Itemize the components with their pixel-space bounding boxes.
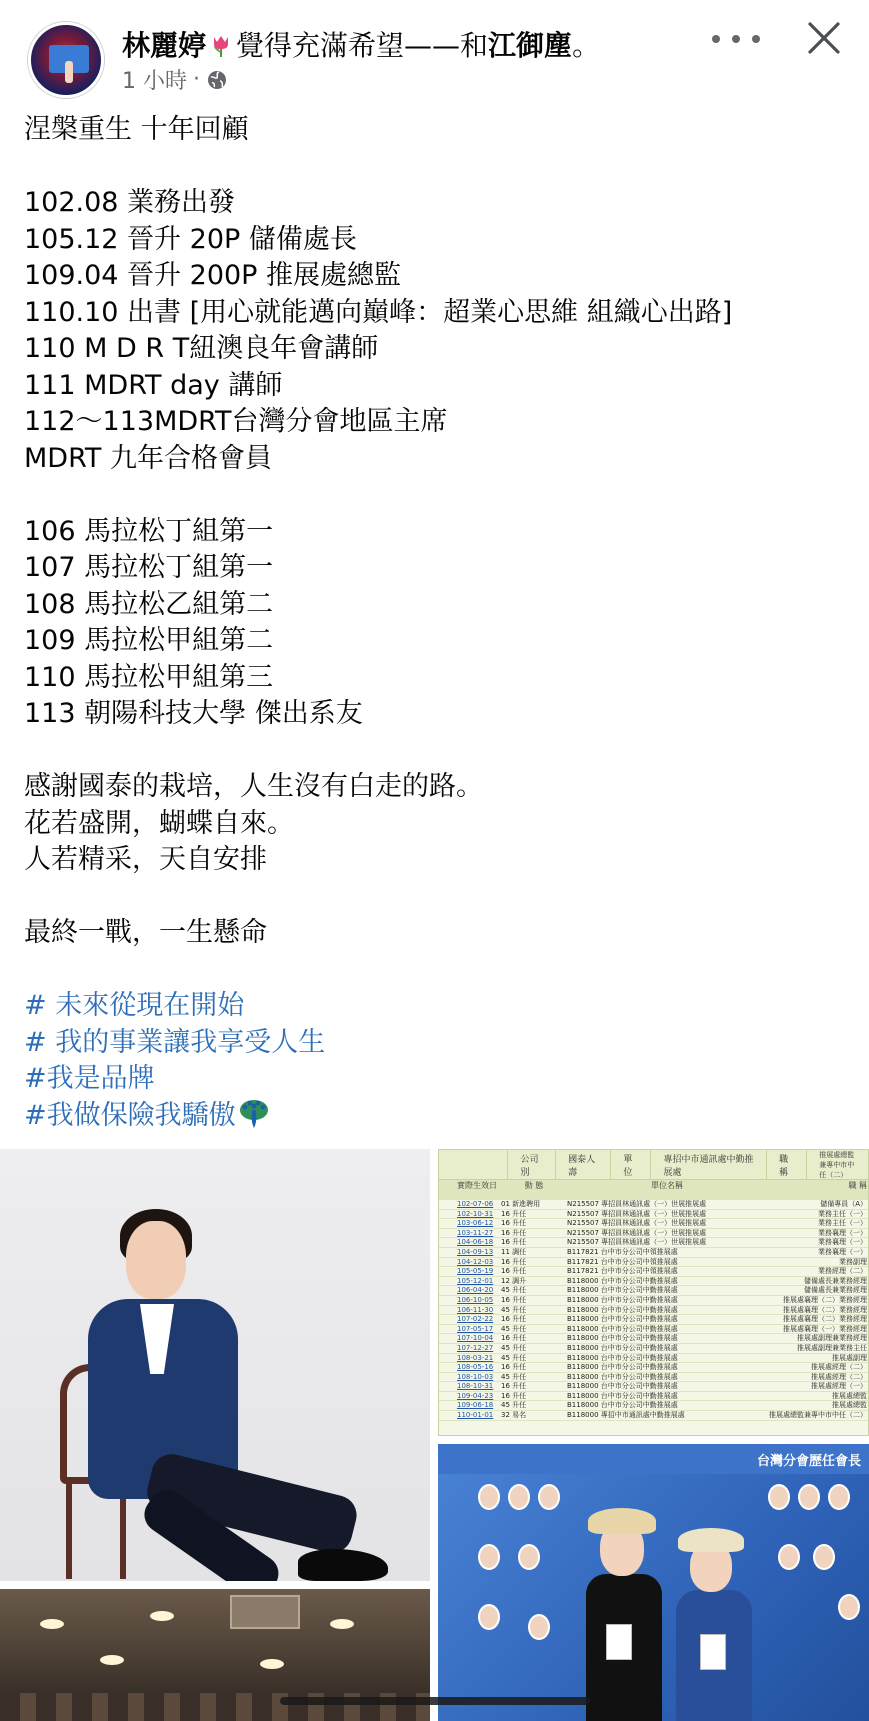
column-header: 動 態 [524, 1181, 544, 1190]
close-icon[interactable] [806, 20, 842, 56]
post-line: 112～113MDRT台灣分會地區主席 [24, 406, 448, 437]
post-line: 108 馬拉松乙組第二 [24, 588, 274, 620]
table-cell: 業務主任（一） [818, 1209, 867, 1218]
table-cell: 32 易名 [501, 1411, 527, 1420]
post-line: 花若盛開，蝴蝶自來。 [24, 807, 294, 839]
table-cell: 16 升任 [501, 1228, 527, 1237]
table-cell: 16 升任 [501, 1238, 527, 1247]
author-avatar[interactable] [28, 22, 104, 98]
with-separator: ——和 [404, 29, 489, 62]
table-cell: B118000 台中市分公司中勤推展處 [567, 1276, 678, 1285]
filter-value: 國泰人壽 [556, 1150, 611, 1179]
dot-1 [712, 35, 720, 43]
table-cell: 推展處副理兼業務經理 [797, 1334, 867, 1343]
date-link[interactable]: 105-05-19 [457, 1267, 494, 1276]
table-cell: N215507 專招員林通訊處（一）世展推展處 [567, 1209, 707, 1218]
table-cell: B118000 台中市分公司中勤推展處 [567, 1343, 678, 1352]
table-row [439, 1411, 869, 1421]
filter-value: 推展處總監兼專中市中任（二） [807, 1150, 869, 1179]
table-row [439, 1344, 869, 1354]
table-cell: B118000 台中市分公司中勤推展處 [567, 1391, 678, 1400]
blank-line [24, 477, 854, 514]
avatar-speaker-figure [65, 61, 73, 83]
table-cell: 推展處副理 [832, 1353, 867, 1362]
table-row [439, 1373, 869, 1383]
table-cell: 16 升任 [501, 1334, 527, 1343]
table-cell: B117821 台中市分公司中領推展處 [567, 1257, 678, 1266]
portrait-thumb [508, 1484, 530, 1510]
column-header: 單位名稱 [651, 1181, 683, 1190]
date-link[interactable]: 108-10-03 [457, 1372, 494, 1381]
table-cell: 推展處總監 [832, 1401, 867, 1410]
filter-value: 專招中市通訊處中勤推展處 [651, 1150, 767, 1179]
portrait-thumb [538, 1484, 560, 1510]
table-cell: 01 新進聘用 [501, 1200, 541, 1208]
portrait-shoe [298, 1549, 388, 1581]
portrait-thumb [518, 1544, 540, 1570]
table-cell: B117821 台中市分公司中領推展處 [567, 1247, 678, 1256]
ceiling-light [40, 1619, 64, 1629]
table-cell: 推展處襄理（二）業務經理 [783, 1305, 867, 1314]
table-cell: 45 升任 [501, 1324, 527, 1333]
date-link[interactable]: 106-10-05 [457, 1295, 494, 1304]
table-cell: 推展處襄理（一）業務經理 [783, 1324, 867, 1333]
dot-2 [732, 35, 740, 43]
portrait-thumb [478, 1604, 500, 1630]
hashtag-link[interactable]: # 未來從現在開始 [24, 990, 245, 1021]
filter-label: 職稱 [767, 1150, 807, 1179]
portrait-face [126, 1221, 186, 1299]
peacock-emoji-icon [238, 1098, 270, 1130]
post-line: 109 馬拉松甲組第二 [24, 625, 274, 656]
table-cell: 推展處經理（一） [811, 1382, 867, 1391]
table-cell: 推展處總監 [832, 1391, 867, 1400]
date-link[interactable]: 104-06-18 [457, 1238, 494, 1247]
table-cell: 推展處副理兼業務主任 [797, 1343, 867, 1352]
portrait-thumb [838, 1594, 860, 1620]
post-line: 110.10 出書 [用心就能邁向巔峰：超業心思維 組織心出路] [24, 296, 733, 328]
table-cell: 推展處經理（二） [811, 1372, 867, 1381]
post-time[interactable]: 1 小時 [122, 69, 187, 94]
table-cell: 16 升任 [501, 1257, 527, 1266]
portrait-thumb [813, 1544, 835, 1570]
post-line: 110 M D R T紐澳良年會講師 [24, 333, 379, 364]
chair-leg [66, 1479, 72, 1579]
post-line: 113 朝陽科技大學 傑出系友 [24, 698, 363, 729]
table-cell: 45 升任 [501, 1372, 527, 1381]
table-row [439, 1229, 869, 1239]
person-left [578, 1504, 666, 1721]
title-period: 。 [572, 29, 601, 62]
portrait-thumb [478, 1544, 500, 1570]
table-row [439, 1277, 869, 1287]
date-link[interactable]: 107-02-22 [457, 1315, 494, 1324]
table-cell: N215507 專招員林通訊處（一）世展推展處 [567, 1200, 707, 1208]
table-cell: 業務主任（一） [818, 1219, 867, 1228]
date-link[interactable]: 109-06-18 [457, 1401, 494, 1410]
more-options-icon[interactable] [712, 26, 760, 52]
filter-label: 單位 [611, 1150, 651, 1179]
ceiling-light [100, 1655, 124, 1665]
date-link[interactable]: 110-01-01 [457, 1411, 494, 1420]
post-meta [122, 64, 228, 95]
post-line: 102.08 業務出發 [24, 187, 236, 218]
table-cell: B118000 台中市分公司中勤推展處 [567, 1363, 678, 1372]
photo-grid [0, 1149, 869, 1721]
table-cell: 45 升任 [501, 1343, 527, 1352]
event-banner: 台灣分會歷任會長 [438, 1444, 869, 1474]
date-link[interactable]: 108-03-21 [457, 1353, 494, 1362]
scroll-indicator [280, 1697, 590, 1705]
portrait-thumb [478, 1484, 500, 1510]
table-cell: 業務襄理（一） [818, 1228, 867, 1237]
post-line: MDRT 九年合格會員 [24, 442, 272, 474]
table-cell: B118000 台中市分公司中勤推展處 [567, 1401, 678, 1410]
table-row [439, 1219, 869, 1229]
portrait-thumb [798, 1484, 820, 1510]
table-row [439, 1286, 869, 1296]
hashtag-link[interactable]: # 我的事業讓我享受人生 [24, 1026, 326, 1058]
table-row [439, 1315, 869, 1325]
date-link[interactable]: 107-05-17 [457, 1324, 494, 1333]
date-link[interactable]: 102-10-31 [457, 1209, 494, 1218]
table-cell: B118000 台中市分公司中勤推展處 [567, 1295, 678, 1304]
date-link[interactable]: 103-06-12 [457, 1219, 494, 1228]
post-header [0, 0, 869, 100]
ceiling-light [260, 1659, 284, 1669]
date-link[interactable]: 104-09-13 [457, 1247, 494, 1256]
table-cell: 45 升任 [501, 1305, 527, 1314]
post-line: 人若精采，天自安排 [24, 844, 267, 875]
table-row [439, 1334, 869, 1344]
post-line: 107 馬拉松丁組第一 [24, 552, 274, 583]
filter-spacer [439, 1150, 508, 1179]
table-body [439, 1200, 869, 1421]
table-cell: 16 升任 [501, 1267, 527, 1276]
date-link[interactable]: 106-11-30 [457, 1305, 494, 1314]
ceiling-light [330, 1619, 354, 1629]
table-cell: 16 升任 [501, 1315, 527, 1324]
column-header: 職 稱 [848, 1181, 867, 1190]
date-link[interactable]: 106-04-20 [457, 1286, 494, 1295]
table-row [439, 1296, 869, 1306]
table-cell: B118000 台中市分公司中勤推展處 [567, 1305, 678, 1314]
table-cell: B118000 台中市分公司中勤推展處 [567, 1286, 678, 1295]
table-cell: 16 升任 [501, 1363, 527, 1372]
photo-portrait[interactable] [0, 1149, 430, 1581]
person-left-hat [588, 1508, 656, 1534]
globe-icon [206, 69, 228, 91]
table-cell: 儲備專員（A） [820, 1200, 867, 1208]
hashtag-link[interactable]: #我做保險我驕傲 [24, 1099, 236, 1131]
table-cell: 16 升任 [501, 1382, 527, 1391]
table-cell: B118000 台中市分公司中勤推展處 [567, 1324, 678, 1333]
table-row [439, 1306, 869, 1316]
table-cell: 業務襄理（一） [818, 1247, 867, 1256]
date-link[interactable]: 109-04-23 [457, 1391, 494, 1400]
name-badge [606, 1624, 632, 1660]
table-cell: 推展處經理（二） [811, 1363, 867, 1372]
table-cell: 16 升任 [501, 1295, 527, 1304]
table-cell: 11 調任 [501, 1247, 527, 1256]
date-link[interactable]: 103-11-27 [457, 1228, 494, 1237]
blank-line [24, 952, 854, 989]
portrait-thumb [528, 1614, 550, 1640]
table-cell: B118000 台中市分公司中勤推展處 [567, 1372, 678, 1381]
date-link[interactable]: 108-05-16 [457, 1363, 494, 1372]
table-cell: 45 升任 [501, 1353, 527, 1362]
date-link[interactable]: 107-10-04 [457, 1334, 494, 1343]
post-line: 109.04 晉升 200P 推展處總監 [24, 260, 402, 291]
table-row [439, 1401, 869, 1411]
post-line: 感謝國泰的栽培，人生沒有白走的路。 [24, 771, 483, 802]
table-row [439, 1382, 869, 1392]
table-row [439, 1238, 869, 1248]
post-line: 106 馬拉松丁組第一 [24, 515, 274, 547]
table-cell: 業務經理（二） [818, 1267, 867, 1276]
person-right [670, 1524, 756, 1721]
table-cell: B118000 台中市分公司中勤推展處 [567, 1382, 678, 1391]
feeling-text: 覺得充滿希望 [236, 29, 405, 62]
post-line: 111 MDRT day 講師 [24, 369, 283, 401]
blank-line [24, 879, 854, 916]
date-link[interactable]: 107-12-27 [457, 1343, 494, 1352]
table-cell: 推展處襄理（二）業務經理 [783, 1315, 867, 1324]
table-row [439, 1258, 869, 1268]
column-header: 實際生效日 [457, 1181, 497, 1190]
name-badge [700, 1634, 726, 1670]
post-line: 涅槃重生 十年回顧 [24, 114, 249, 145]
portrait-thumb [768, 1484, 790, 1510]
table-filter-bar [439, 1150, 869, 1180]
table-cell: B118000 台中市分公司中勤推展處 [567, 1334, 678, 1343]
table-cell: 業務襄理（一） [818, 1238, 867, 1247]
photo-event[interactable] [438, 1444, 869, 1721]
ceiling-vent [230, 1595, 300, 1629]
table-cell: B118000 台中市分公司中勤推展處 [567, 1315, 678, 1324]
table-cell: 推展處總監兼專中市中任（二） [769, 1411, 867, 1420]
table-row [439, 1363, 869, 1373]
post-title-line [122, 24, 600, 64]
post-line: 最終一戰，一生懸命 [24, 917, 267, 948]
portrait-thumb [828, 1484, 850, 1510]
table-cell: N215507 專招員林通訊處（一）世展推展處 [567, 1219, 707, 1228]
tulip-emoji-icon [208, 33, 234, 59]
dot-3 [752, 35, 760, 43]
ceiling-light [150, 1611, 174, 1621]
table-row [439, 1248, 869, 1258]
table-cell: 業務副理 [839, 1257, 867, 1266]
photo-career-table[interactable] [438, 1149, 869, 1436]
filter-label: 公司別 [508, 1150, 556, 1179]
meta-dot: · [193, 67, 200, 92]
table-row [439, 1354, 869, 1364]
table-cell: 儲備處長兼業務經理 [804, 1286, 867, 1295]
author-name[interactable]: 林麗婷 [122, 29, 207, 62]
table-cell: N215507 專招員林通訊處（一）世展推展處 [567, 1238, 707, 1247]
table-cell: 12 調升 [501, 1276, 527, 1285]
table-cell: 16 升任 [501, 1209, 527, 1218]
blank-line [24, 733, 854, 770]
table-cell: 儲備處長兼業務經理 [804, 1276, 867, 1285]
table-row [439, 1210, 869, 1220]
table-cell: 16 升任 [501, 1219, 527, 1228]
table-cell: 45 升任 [501, 1286, 527, 1295]
table-row [439, 1325, 869, 1335]
table-header [439, 1180, 869, 1200]
portrait-thumb [778, 1544, 800, 1570]
date-link[interactable]: 102-07-06 [457, 1200, 494, 1208]
blank-line [24, 149, 854, 186]
post-line: 105.12 晉升 20P 儲備處長 [24, 223, 357, 255]
tagged-person[interactable]: 江御塵 [488, 29, 573, 62]
table-cell: B118000 專招中市通訊處中勤推展處 [567, 1411, 685, 1420]
table-row [439, 1200, 869, 1210]
table-cell: 16 升任 [501, 1391, 527, 1400]
date-link[interactable]: 108-10-31 [457, 1382, 494, 1391]
date-link[interactable]: 105-12-01 [457, 1276, 494, 1285]
table-cell: B117821 台中市分公司中領推展處 [567, 1267, 678, 1276]
table-row [439, 1267, 869, 1277]
table-cell: N215507 專招員林通訊處（一）世展推展處 [567, 1228, 707, 1237]
date-link[interactable]: 104-12-03 [457, 1257, 494, 1266]
table-cell: B118000 台中市分公司中勤推展處 [567, 1353, 678, 1362]
hashtag-link[interactable]: #我是品牌 [24, 1063, 155, 1094]
table-cell: 45 升任 [501, 1401, 527, 1410]
post-line: 110 馬拉松甲組第三 [24, 661, 274, 693]
table-cell: 推展處襄理（二）業務經理 [783, 1295, 867, 1304]
person-right-hat [678, 1528, 744, 1552]
post-body [24, 112, 854, 1134]
